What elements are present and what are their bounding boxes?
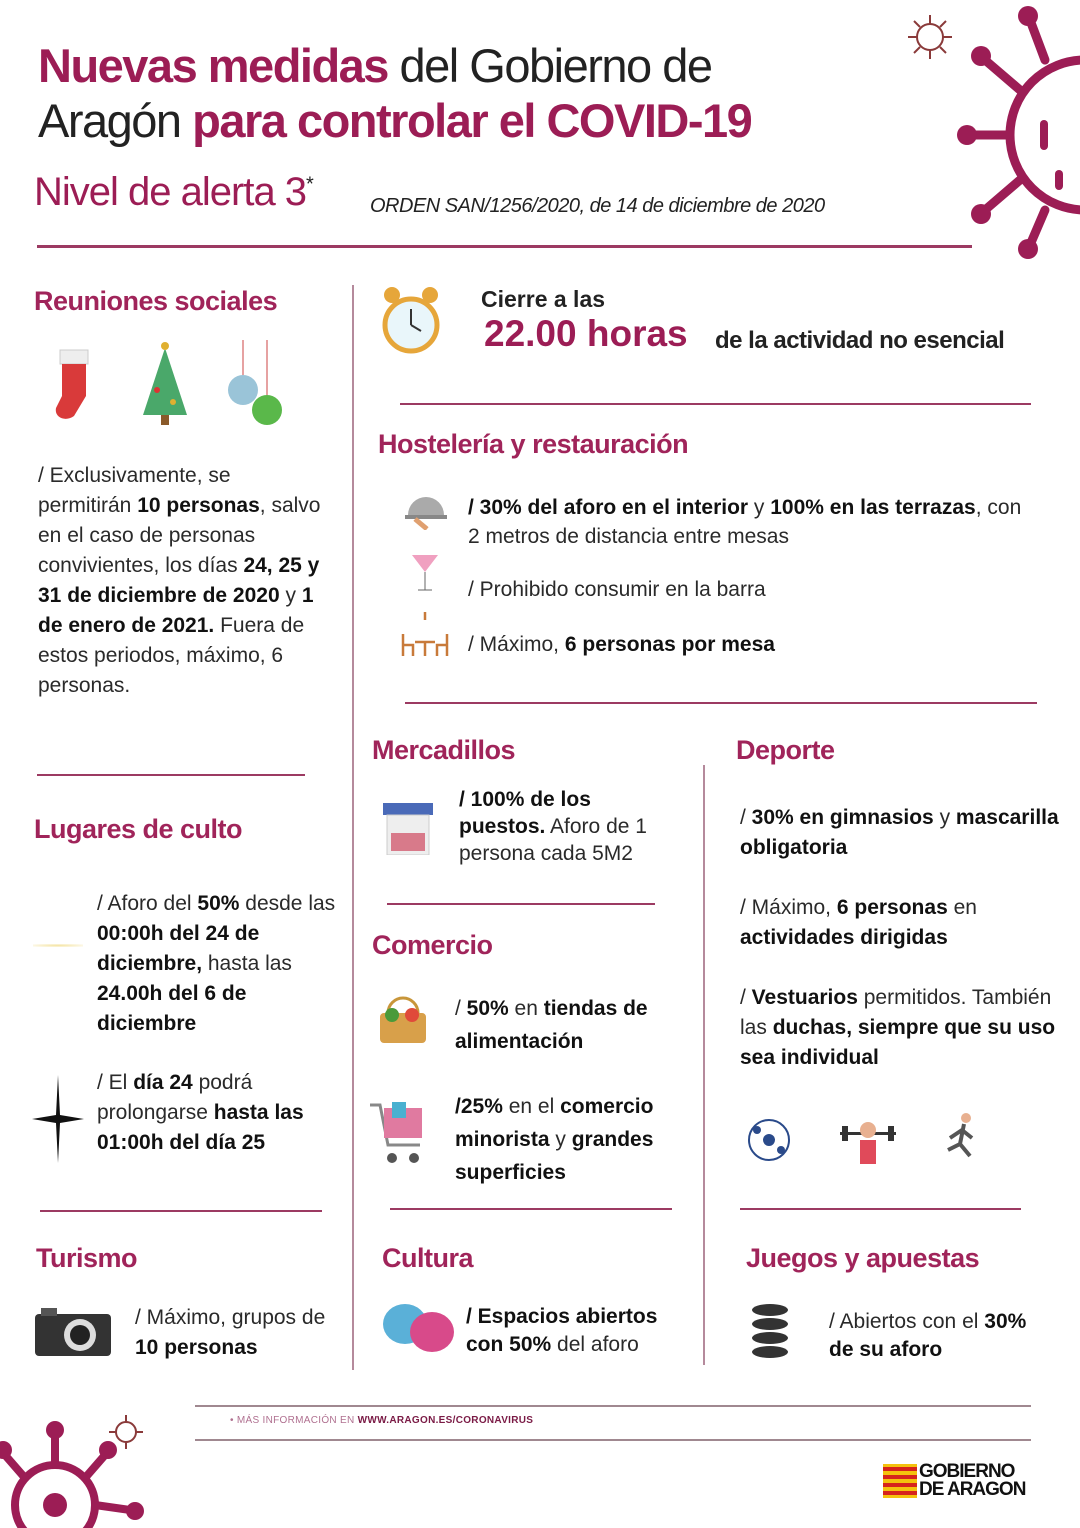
page-title (38, 38, 751, 148)
christmas-stocking-icon (45, 345, 100, 425)
text: y (549, 1128, 572, 1151)
virus-icon (0, 1410, 150, 1528)
text: del Gobierno de (387, 39, 712, 92)
text: / Máximo, (468, 633, 565, 656)
text: hasta las (202, 952, 292, 975)
text: en (508, 997, 544, 1020)
text: / Máximo, grupos de (135, 1306, 326, 1329)
food-cloche-icon (405, 490, 447, 530)
gobierno-aragon-logo (883, 1463, 1025, 1499)
virus-icon (945, 0, 1080, 260)
light-glow-icon (30, 925, 85, 965)
ornaments-icon (225, 340, 285, 428)
closing-line-1: Cierre a las (481, 286, 606, 312)
divider (740, 1208, 1021, 1210)
text: y (933, 806, 956, 829)
hosteleria-item-1 (468, 493, 1038, 551)
section-title-turismo: Turismo (36, 1243, 138, 1273)
juegos-text (829, 1308, 1049, 1364)
title-line-2 (38, 93, 751, 148)
section-title-comercio: Comercio (372, 930, 493, 960)
runner-icon (940, 1112, 980, 1168)
comercio-text-1 (455, 992, 695, 1058)
text: / (455, 997, 467, 1020)
closing-time: 22.00 horas (484, 313, 688, 354)
more-info: • MÁS INFORMACIÓN EN WWW.ARAGON.ES/CORONAVIRUS (230, 1415, 534, 1426)
bold-text: 24.00h del 6 de diciembre (97, 982, 247, 1035)
bold-text: mascarilla obligatoria (740, 806, 1059, 859)
divider (405, 702, 1037, 704)
grocery-basket-icon (378, 993, 428, 1045)
title-line-1 (38, 38, 751, 93)
bold-text: 10 personas (135, 1336, 258, 1359)
cultura-text (466, 1303, 696, 1359)
column-divider (703, 765, 705, 1365)
text: Aragón (38, 94, 193, 147)
text: / Prohibido consumir en la barra (468, 578, 766, 601)
text: / Máximo, (740, 896, 837, 919)
section-title-deporte: Deporte (736, 735, 835, 765)
culto-text-2 (97, 1068, 337, 1158)
table-chairs-icon (400, 612, 450, 657)
bold-text: hasta las 01:00h del día 25 (97, 1101, 304, 1154)
deporte-text-3 (740, 983, 1070, 1073)
bold-text: 10 personas (137, 494, 260, 517)
text: del aforo (551, 1333, 639, 1356)
more-info-link[interactable]: WWW.ARAGON.ES/CORONAVIRUS (357, 1415, 534, 1426)
section-title-reuniones: Reuniones sociales (34, 286, 278, 316)
text: / Abiertos con el (829, 1310, 985, 1333)
text: permitidos. También las (740, 986, 1052, 1039)
text: Aforo de 1 persona cada 5M2 (459, 815, 647, 865)
weightlifting-icon (838, 1118, 898, 1166)
bold-text: 50% (466, 997, 509, 1020)
section-title-juegos: Juegos y apuestas (746, 1243, 980, 1273)
text: , con 2 metros de distancia entre mesas (468, 496, 1022, 548)
text: Fuera de estos periodos, máximo, 6 personas. (38, 614, 305, 697)
text: / Exclusivamente, se permitirán (38, 464, 231, 517)
bold-text: grandes superficies (455, 1128, 654, 1184)
text: podrá prolongarse (97, 1071, 253, 1124)
alert-level-text: Nivel de alerta 3 (34, 170, 307, 214)
section-title-mercadillos: Mercadillos (372, 735, 516, 765)
bold-text: Vestuarios (751, 986, 858, 1009)
bold-text: 1 de enero de 2021. (38, 584, 314, 637)
star-icon (32, 1075, 84, 1163)
section-title-culto: Lugares de culto (34, 814, 243, 844)
aragon-flag-icon (883, 1464, 917, 1498)
mercadillos-text (459, 786, 679, 867)
market-stall-icon (383, 803, 433, 855)
divider (400, 403, 1031, 405)
text: desde las (239, 892, 336, 915)
bold-text: actividades dirigidas (740, 926, 948, 949)
hosteleria-item-2 (468, 575, 1028, 605)
column-divider (352, 285, 354, 1370)
divider (195, 1405, 1031, 1407)
deporte-text-1 (740, 803, 1060, 863)
divider (37, 245, 972, 248)
comercio-text-2 (455, 1090, 700, 1189)
bold-text: duchas, siempre que su uso sea individual (740, 1016, 1056, 1069)
christmas-tree-icon (135, 340, 195, 430)
bold-text: / 100% de los puestos. (459, 788, 591, 838)
bold-text: 100% en las terrazas (770, 496, 976, 519)
small-virus-icon (905, 12, 955, 62)
shopping-cart-icon (368, 1100, 430, 1165)
bold-text: 30% de su aforo (829, 1310, 1027, 1361)
bold-text: 00:00h del 24 de diciembre, (97, 922, 260, 975)
reuniones-text (38, 461, 328, 701)
bold-text: / Espacios abiertos con 50% (466, 1305, 658, 1356)
bold-text: 6 personas (836, 896, 948, 919)
logo-line-2: DE ARAGON (919, 1479, 1026, 1500)
divider (40, 1210, 322, 1212)
culto-text-1 (97, 889, 347, 1039)
casino-chips-icon (748, 1302, 793, 1358)
closing-line-2: de la actividad no esencial (715, 327, 1005, 354)
bold-text: 30% en gimnasios (751, 806, 934, 829)
logo-line-1: GOBIERNO (919, 1461, 1015, 1482)
turismo-text (135, 1303, 335, 1363)
soccer-ball-icon (747, 1118, 791, 1162)
text: y (279, 584, 302, 607)
bold-text: día 24 (133, 1071, 193, 1094)
text: en (947, 896, 977, 919)
hosteleria-item-3 (468, 630, 1028, 660)
divider (387, 903, 655, 905)
bold-text: 6 personas por mesa (564, 633, 775, 656)
more-info-prefix: MÁS INFORMACIÓN EN (236, 1415, 358, 1426)
cocktail-icon (410, 550, 440, 595)
bold-text: Nuevas medidas (38, 39, 388, 92)
divider (195, 1439, 1031, 1441)
order-reference: ORDEN SAN/1256/2020, de 14 de diciembre de 2020 (370, 195, 825, 217)
text: en el (502, 1095, 561, 1118)
text: / El (97, 1071, 134, 1094)
deporte-text-2 (740, 893, 1060, 953)
text: / (740, 806, 752, 829)
divider (37, 774, 305, 776)
divider (390, 1208, 672, 1210)
alert-level (34, 170, 313, 215)
bold-text: /25% (455, 1095, 503, 1118)
text: / Aforo del (97, 892, 198, 915)
footnote-mark: * (306, 173, 313, 196)
section-title-cultura: Cultura (382, 1243, 473, 1273)
bold-text: tiendas de alimentación (455, 997, 648, 1053)
bold-text: comercio minorista (455, 1095, 654, 1151)
bold-text: 50% (197, 892, 240, 915)
theater-masks-icon (380, 1302, 458, 1354)
bold-text: 24, 25 y 31 de diciembre de 2020 (38, 554, 320, 607)
bold-text: / 30% del aforo en el interior (468, 496, 749, 519)
section-title-hosteleria: Hostelería y restauración (378, 429, 689, 459)
text: / (740, 986, 752, 1009)
camera-icon (35, 1308, 111, 1356)
bold-text: para controlar el COVID-19 (192, 94, 752, 147)
text: y (748, 496, 771, 519)
text: , salvo en el caso de personas convivientes, los días (38, 494, 321, 577)
alarm-clock-icon (380, 283, 442, 358)
